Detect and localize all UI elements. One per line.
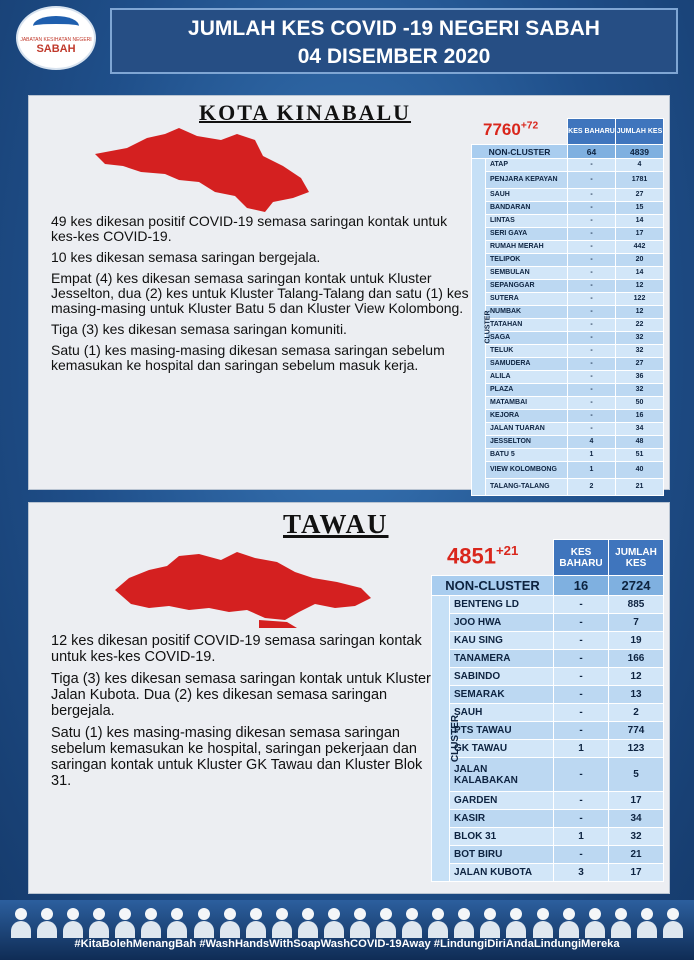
- table-row: [432, 758, 664, 792]
- table-row: [472, 306, 664, 319]
- tw-cluster-jumlah-kes: 13: [609, 686, 664, 704]
- kk-cluster-jumlah-kes: 27: [616, 189, 664, 202]
- kota-kinabalu-description: [51, 214, 471, 379]
- kk-cluster-kes-baharu: -: [568, 358, 616, 371]
- kk-cluster-kes-baharu: -: [568, 306, 616, 319]
- tw-cluster-name: SAUH: [450, 704, 554, 722]
- person-icon: [662, 908, 684, 938]
- table-row: [472, 228, 664, 241]
- kk-cluster-name: ATAP: [486, 159, 568, 172]
- tw-cluster-name: BLOK 31: [450, 828, 554, 846]
- person-icon: [375, 908, 397, 938]
- tw-cluster-kes-baharu: -: [554, 810, 609, 828]
- table-row: [472, 436, 664, 449]
- kk-cluster-jumlah-kes: 48: [616, 436, 664, 449]
- kk-cluster-name: BATU 5: [486, 449, 568, 462]
- kk-non-cluster-label: NON-CLUSTER: [472, 145, 568, 159]
- tw-cluster-kes-baharu: -: [554, 704, 609, 722]
- tw-cluster-jumlah-kes: 7: [609, 614, 664, 632]
- person-icon: [505, 908, 527, 938]
- logo-arc-icon: [33, 16, 79, 36]
- tawau-map-icon: [109, 548, 374, 628]
- person-icon: [140, 908, 162, 938]
- tw-cluster-kes-baharu: -: [554, 792, 609, 810]
- kk-cluster-jumlah-kes: 15: [616, 202, 664, 215]
- tw-cluster-jumlah-kes: 21: [609, 846, 664, 864]
- tw-total-increase: +21: [495, 543, 519, 558]
- kk-non-cluster-kes-baharu: 64: [568, 145, 616, 159]
- tw-cluster-jumlah-kes: 32: [609, 828, 664, 846]
- tw-cluster-name: GARDEN: [450, 792, 554, 810]
- table-row: [432, 686, 664, 704]
- tawau-cluster-table: [431, 539, 664, 882]
- person-icon: [323, 908, 345, 938]
- kk-cluster-jumlah-kes: 27: [616, 358, 664, 371]
- tw-cluster-kes-baharu: -: [554, 846, 609, 864]
- person-icon: [610, 908, 632, 938]
- kota-kinabalu-cluster-table: [471, 118, 664, 496]
- kk-cluster-name: MATAMBAI: [486, 397, 568, 410]
- kk-cluster-kes-baharu: -: [568, 293, 616, 306]
- table-row: [432, 792, 664, 810]
- kk-non-cluster-row: [472, 145, 664, 159]
- page-title: [110, 8, 678, 74]
- table-row: [472, 462, 664, 479]
- kk-cluster-jumlah-kes: 1781: [616, 172, 664, 189]
- tw-cluster-label-text: CLUSTER: [450, 714, 462, 763]
- tw-cluster-name: JOO HWA: [450, 614, 554, 632]
- kk-cluster-jumlah-kes: 22: [616, 319, 664, 332]
- tw-cluster-kes-baharu: -: [554, 686, 609, 704]
- kk-cluster-jumlah-kes: 12: [616, 306, 664, 319]
- kk-cluster-jumlah-kes: 14: [616, 215, 664, 228]
- table-row: [432, 864, 664, 882]
- table-row: [472, 254, 664, 267]
- tw-non-cluster-jumlah: 2724: [609, 576, 664, 596]
- tw-cluster-jumlah-kes: 17: [609, 792, 664, 810]
- table-row: [432, 828, 664, 846]
- tw-cluster-jumlah-kes: 2: [609, 704, 664, 722]
- kk-cluster-kes-baharu: -: [568, 332, 616, 345]
- table-row: [472, 449, 664, 462]
- tw-cluster-jumlah-kes: 123: [609, 740, 664, 758]
- person-icon: [219, 908, 241, 938]
- tw-cluster-name: KASIR: [450, 810, 554, 828]
- tw-cluster-name: KAU SING: [450, 632, 554, 650]
- kk-paragraph-1: 49 kes dikesan positif COVID-19 semasa saringan kontak untuk kes-kes COVID-19.: [51, 213, 448, 244]
- kota-kinabalu-map-icon: [87, 126, 317, 216]
- tw-non-cluster-label: NON-CLUSTER: [432, 576, 554, 596]
- kk-cluster-jumlah-kes: 442: [616, 241, 664, 254]
- kk-cluster-jumlah-kes: 40: [616, 462, 664, 479]
- table-row: [432, 704, 664, 722]
- kk-cluster-name: TELUK: [486, 345, 568, 358]
- kk-cluster-name: JALAN TUARAN: [486, 423, 568, 436]
- kk-cluster-name: TELIPOK: [486, 254, 568, 267]
- tw-cluster-jumlah-kes: 5: [609, 758, 664, 792]
- person-icon: [10, 908, 32, 938]
- kk-cluster-jumlah-kes: 4: [616, 159, 664, 172]
- tw-total-value: 4851: [447, 543, 496, 569]
- person-icon: [479, 908, 501, 938]
- kk-cluster-name: SAGA: [486, 332, 568, 345]
- kk-cluster-name: ALILA: [486, 371, 568, 384]
- person-icon: [453, 908, 475, 938]
- kk-cluster-kes-baharu: 2: [568, 479, 616, 496]
- kk-cluster-kes-baharu: -: [568, 345, 616, 358]
- tw-cluster-name: SABINDO: [450, 668, 554, 686]
- table-row: [472, 293, 664, 306]
- tw-cluster-kes-baharu: -: [554, 650, 609, 668]
- kk-cluster-kes-baharu: -: [568, 397, 616, 410]
- kk-cluster-kes-baharu: -: [568, 189, 616, 202]
- kk-header-jumlah-kes: JUMLAH KES: [616, 119, 664, 145]
- kk-cluster-kes-baharu: -: [568, 228, 616, 241]
- person-icon: [558, 908, 580, 938]
- table-row: [472, 267, 664, 280]
- person-icon: [88, 908, 110, 938]
- sabah-health-logo: [16, 6, 96, 70]
- kk-cluster-jumlah-kes: 17: [616, 228, 664, 241]
- table-row: [472, 202, 664, 215]
- kk-cluster-name: JESSELTON: [486, 436, 568, 449]
- person-icon: [271, 908, 293, 938]
- person-icon: [349, 908, 371, 938]
- table-row: [432, 668, 664, 686]
- kk-header-kes-baharu: KES BAHARU: [568, 119, 616, 145]
- kk-cluster-jumlah-kes: 122: [616, 293, 664, 306]
- table-row: [472, 215, 664, 228]
- person-icon: [532, 908, 554, 938]
- person-icon: [427, 908, 449, 938]
- kk-cluster-jumlah-kes: 16: [616, 410, 664, 423]
- kk-cluster-kes-baharu: -: [568, 371, 616, 384]
- kk-cluster-jumlah-kes: 32: [616, 384, 664, 397]
- footer-band: [0, 900, 694, 960]
- person-icon: [297, 908, 319, 938]
- kk-cluster-kes-baharu: -: [568, 172, 616, 189]
- tw-cluster-name: BOT BIRU: [450, 846, 554, 864]
- kk-total-value: 7760: [483, 120, 521, 139]
- kk-cluster-kes-baharu: -: [568, 202, 616, 215]
- kk-cluster-name: VIEW KOLOMBONG: [486, 462, 568, 479]
- kk-cluster-name: SAMUDERA: [486, 358, 568, 371]
- kk-cluster-kes-baharu: -: [568, 280, 616, 293]
- tw-cluster-name: TANAMERA: [450, 650, 554, 668]
- kk-cluster-name: SUTERA: [486, 293, 568, 306]
- kk-cluster-kes-baharu: -: [568, 215, 616, 228]
- tw-cluster-label: [432, 596, 462, 882]
- table-row: [472, 280, 664, 293]
- tw-cluster-kes-baharu: 1: [554, 828, 609, 846]
- table-row: [472, 410, 664, 423]
- table-row: [432, 632, 664, 650]
- tw-cluster-jumlah-kes: 885: [609, 596, 664, 614]
- tw-paragraph-3: Satu (1) kes masing-masing dikesan semasa saringan sebelum kemasukan ke hospital, saringan pekerjaan dan saringan kontak untuk Kluster GK Tawau dan Kluster Blok 31.: [51, 725, 423, 789]
- kk-cluster-kes-baharu: -: [568, 254, 616, 267]
- kk-cluster-jumlah-kes: 12: [616, 280, 664, 293]
- person-icon: [584, 908, 606, 938]
- person-icon: [36, 908, 58, 938]
- table-row: [472, 319, 664, 332]
- person-icon: [166, 908, 188, 938]
- table-row: [472, 241, 664, 254]
- tw-header-kes-baharu: KES BAHARU: [554, 540, 609, 576]
- tw-cluster-name: BENTENG LD: [450, 596, 554, 614]
- kk-cluster-label: [472, 159, 492, 496]
- table-row: [472, 159, 664, 172]
- kk-paragraph-4: Tiga (3) kes dikesan semasa saringan komuniti.: [51, 321, 347, 337]
- table-row: [432, 614, 664, 632]
- table-row: [432, 650, 664, 668]
- tw-cluster-kes-baharu: -: [554, 722, 609, 740]
- tw-cluster-jumlah-kes: 19: [609, 632, 664, 650]
- tw-non-cluster-kes-baharu: 16: [554, 576, 609, 596]
- table-row: [432, 722, 664, 740]
- kota-kinabalu-panel: [28, 95, 670, 490]
- tw-cluster-kes-baharu: -: [554, 668, 609, 686]
- person-icon: [245, 908, 267, 938]
- table-row: [432, 740, 664, 758]
- table-row: [472, 172, 664, 189]
- kk-cluster-kes-baharu: 1: [568, 449, 616, 462]
- kota-kinabalu-heading: KOTA KINABALU: [199, 100, 412, 125]
- kk-cluster-kes-baharu: -: [568, 384, 616, 397]
- tw-header-jumlah-kes: JUMLAH KES: [609, 540, 664, 576]
- tw-cluster-kes-baharu: -: [554, 596, 609, 614]
- kk-cluster-kes-baharu: -: [568, 267, 616, 280]
- person-icon: [193, 908, 215, 938]
- kk-cluster-name: SERI GAYA: [486, 228, 568, 241]
- table-row: [472, 345, 664, 358]
- kk-paragraph-2: 10 kes dikesan semasa saringan bergejala.: [51, 249, 321, 265]
- kk-non-cluster-jumlah: 4839: [616, 145, 664, 159]
- tw-cluster-name: JALAN KALABAKAN: [450, 758, 554, 792]
- table-row: [472, 332, 664, 345]
- kk-cluster-kes-baharu: -: [568, 159, 616, 172]
- tw-cluster-jumlah-kes: 166: [609, 650, 664, 668]
- kk-cluster-name: TATAHAN: [486, 319, 568, 332]
- tw-cluster-name: PTS TAWAU: [450, 722, 554, 740]
- kk-cluster-jumlah-kes: 36: [616, 371, 664, 384]
- kk-cluster-kes-baharu: -: [568, 319, 616, 332]
- kk-cluster-name: LINTAS: [486, 215, 568, 228]
- kk-cluster-name: SEMBULAN: [486, 267, 568, 280]
- table-row: [472, 384, 664, 397]
- tw-cluster-jumlah-kes: 34: [609, 810, 664, 828]
- kk-cluster-kes-baharu: 4: [568, 436, 616, 449]
- kk-cluster-jumlah-kes: 32: [616, 332, 664, 345]
- kk-paragraph-3: Empat (4) kes dikesan semasa saringan kontak untuk Kluster Jesselton, dua (2) kes untuk Kluster Talang-Talang dan satu (1) kes masing-masing untuk Kluster Batu 5 dan Kluster View Kolombong.: [51, 270, 469, 316]
- frontliner-avatars: [10, 904, 684, 938]
- kk-cluster-jumlah-kes: 20: [616, 254, 664, 267]
- tw-cluster-name: SEMARAK: [450, 686, 554, 704]
- logo-small-text: JABATAN KESIHATAN NEGERI: [20, 37, 92, 43]
- tawau-panel: [28, 502, 670, 894]
- tw-cluster-kes-baharu: -: [554, 758, 609, 792]
- title-line-2: 04 DISEMBER 2020: [297, 45, 491, 68]
- kk-cluster-name: NUMBAK: [486, 306, 568, 319]
- tw-cluster-name: GK TAWAU: [450, 740, 554, 758]
- kk-cluster-kes-baharu: -: [568, 410, 616, 423]
- kk-cluster-name: PENJARA KEPAYAN: [486, 172, 568, 189]
- kk-cluster-kes-baharu: -: [568, 241, 616, 254]
- kk-cluster-name: SAUH: [486, 189, 568, 202]
- kk-paragraph-5: Satu (1) kes masing-masing dikesan semasa saringan sebelum kemasukan ke hospital dan saringan sebelum masuk kerja.: [51, 342, 445, 373]
- tawau-heading: TAWAU: [283, 509, 389, 539]
- kk-cluster-name: PLAZA: [486, 384, 568, 397]
- tw-cluster-jumlah-kes: 17: [609, 864, 664, 882]
- table-row: [472, 358, 664, 371]
- tw-cluster-kes-baharu: -: [554, 632, 609, 650]
- kk-cluster-jumlah-kes: 14: [616, 267, 664, 280]
- table-row: [472, 397, 664, 410]
- footer-hashtags: #KitaBolehMenangBah #WashHandsWithSoapWashCOVID-19Away #LindungiDiriAndaLindungiMereka: [74, 938, 620, 950]
- table-row: [432, 846, 664, 864]
- tw-cluster-kes-baharu: 1: [554, 740, 609, 758]
- kk-cluster-label-text: CLUSTER: [484, 310, 492, 344]
- kk-cluster-jumlah-kes: 50: [616, 397, 664, 410]
- tw-paragraph-2: Tiga (3) kes dikesan semasa saringan kontak untuk Kluster Jalan Kubota. Dua (2) kes dikesan semasa saringan bergejala.: [51, 671, 431, 719]
- tw-cluster-jumlah-kes: 12: [609, 668, 664, 686]
- table-row: [472, 371, 664, 384]
- tw-cluster-name: JALAN KUBOTA: [450, 864, 554, 882]
- kk-cluster-name: TALANG-TALANG: [486, 479, 568, 496]
- tw-non-cluster-row: [432, 576, 664, 596]
- kk-cluster-jumlah-kes: 51: [616, 449, 664, 462]
- person-icon: [114, 908, 136, 938]
- kk-cluster-kes-baharu: -: [568, 423, 616, 436]
- table-row: [472, 479, 664, 496]
- kk-cluster-kes-baharu: 1: [568, 462, 616, 479]
- table-row: [472, 423, 664, 436]
- kk-cluster-jumlah-kes: 34: [616, 423, 664, 436]
- tw-paragraph-1: 12 kes dikesan positif COVID-19 semasa saringan kontak untuk kes-kes COVID-19.: [51, 633, 422, 665]
- title-line-1: JUMLAH KES COVID -19 NEGERI SABAH: [188, 17, 600, 40]
- person-icon: [636, 908, 658, 938]
- kk-cluster-name: RUMAH MERAH: [486, 241, 568, 254]
- kk-cluster-name: SEPANGGAR: [486, 280, 568, 293]
- logo-text: SABAH: [36, 43, 76, 55]
- person-icon: [62, 908, 84, 938]
- table-row: [472, 189, 664, 202]
- person-icon: [401, 908, 423, 938]
- kk-cluster-jumlah-kes: 21: [616, 479, 664, 496]
- kk-cluster-name: BANDARAN: [486, 202, 568, 215]
- tw-cluster-rows: [432, 596, 664, 882]
- kk-cluster-name: KEJORA: [486, 410, 568, 423]
- kk-cluster-jumlah-kes: 32: [616, 345, 664, 358]
- tw-cluster-jumlah-kes: 774: [609, 722, 664, 740]
- kk-cluster-rows: [472, 159, 664, 496]
- kk-total-increase: +72: [520, 120, 539, 132]
- table-row: [432, 810, 664, 828]
- tawau-description: [51, 633, 431, 795]
- tw-cluster-kes-baharu: -: [554, 614, 609, 632]
- tw-cluster-kes-baharu: 3: [554, 864, 609, 882]
- table-row: [432, 596, 664, 614]
